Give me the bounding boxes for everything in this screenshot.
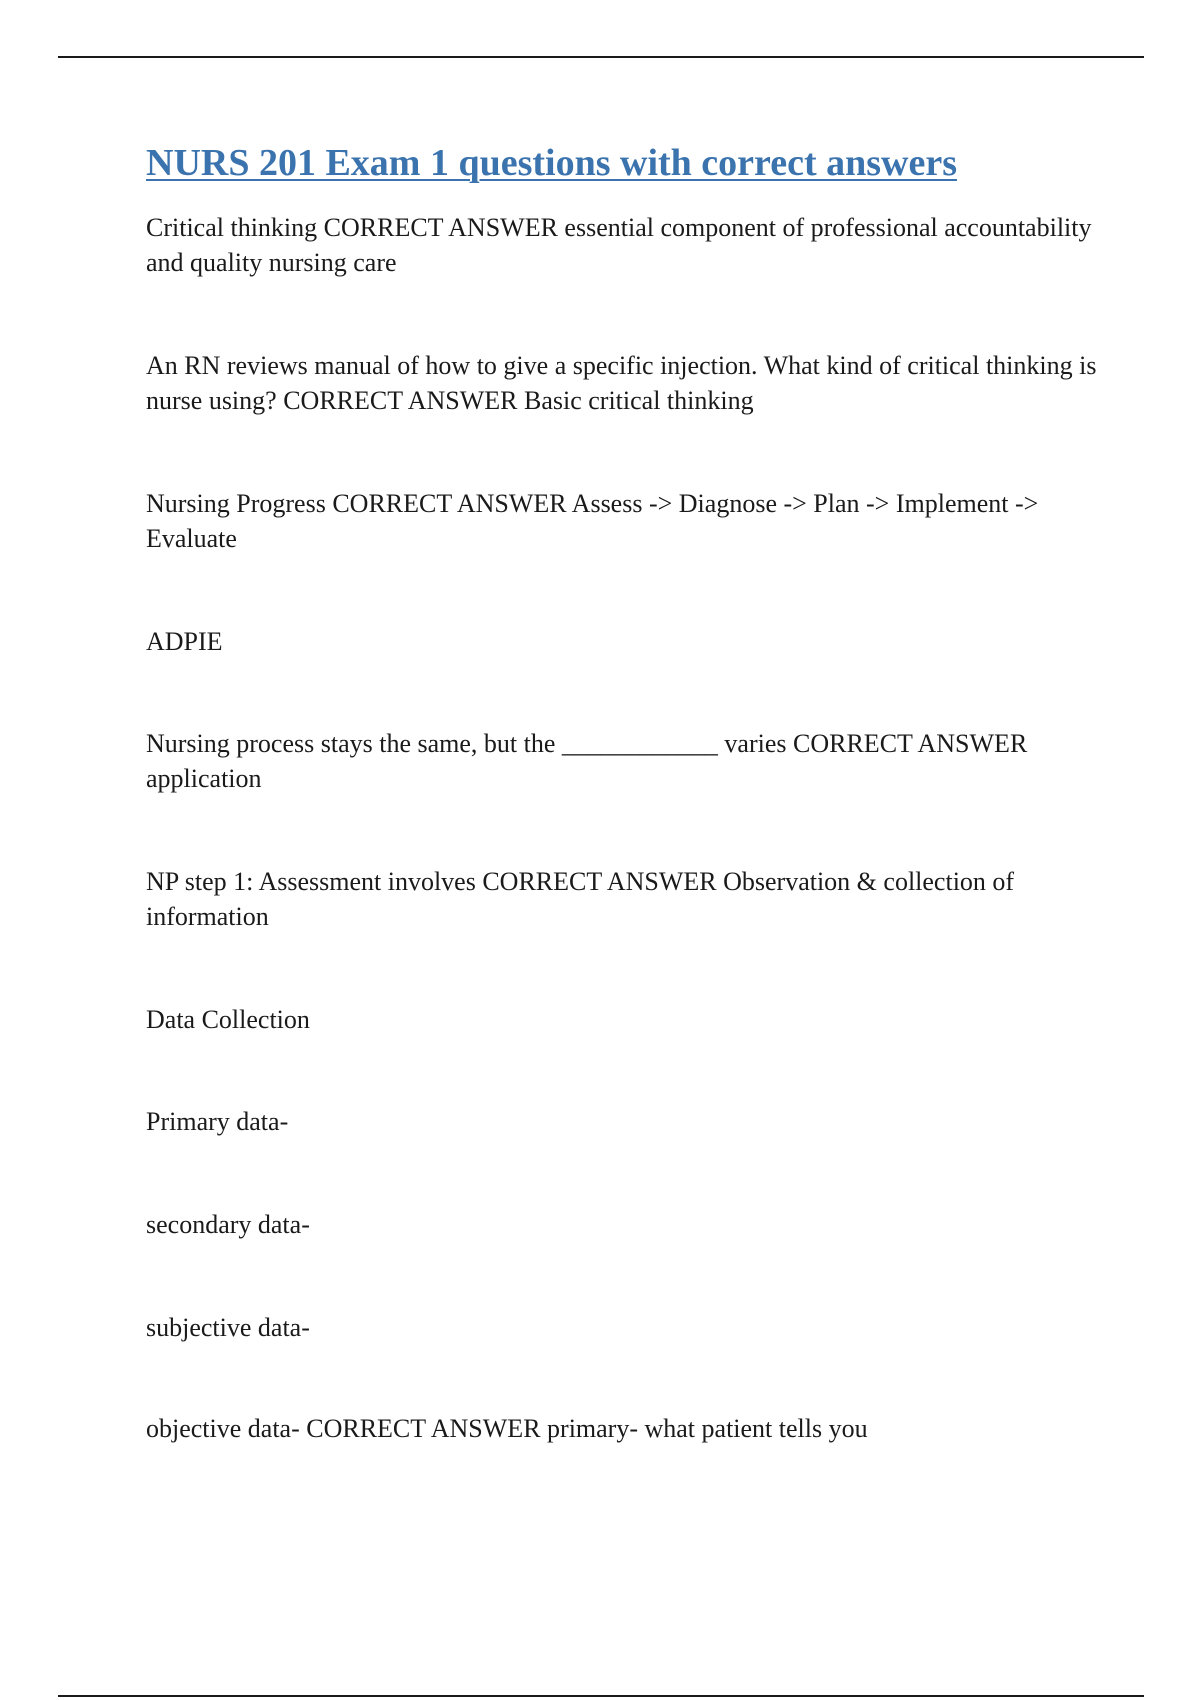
entry-primary-data: Primary data- <box>146 1107 289 1136</box>
top-rule <box>58 56 1144 58</box>
entry-adpie: ADPIE <box>146 627 223 656</box>
entry-data-collection: Data Collection <box>146 1005 310 1034</box>
entry-rn-injection: An RN reviews manual of how to give a specific injection. What kind of critical thinking is nurse using? CORRECT ANSWER Basic critical thinking <box>146 351 1097 415</box>
entry-nursing-progress: Nursing Progress CORRECT ANSWER Assess -> Diagnose -> Plan -> Implement -> Evaluate <box>146 489 1039 553</box>
entry-objective-data: objective data- CORRECT ANSWER primary- what patient tells you <box>146 1414 868 1443</box>
document-title: NURS 201 Exam 1 questions with correct answers <box>146 142 957 184</box>
entry-secondary-data: secondary data- <box>146 1210 310 1239</box>
entry-subjective-data: subjective data- <box>146 1313 310 1342</box>
entry-nursing-process: Nursing process stays the same, but the ____________ varies CORRECT ANSWER application <box>146 729 1028 793</box>
entry-np-step-1: NP step 1: Assessment involves CORRECT ANSWER Observation & collection of information <box>146 867 1015 931</box>
bottom-rule <box>58 1695 1144 1697</box>
entry-critical-thinking: Critical thinking CORRECT ANSWER essential component of professional accountability and quality nursing care <box>146 213 1092 277</box>
document-body <box>146 140 1106 1443</box>
